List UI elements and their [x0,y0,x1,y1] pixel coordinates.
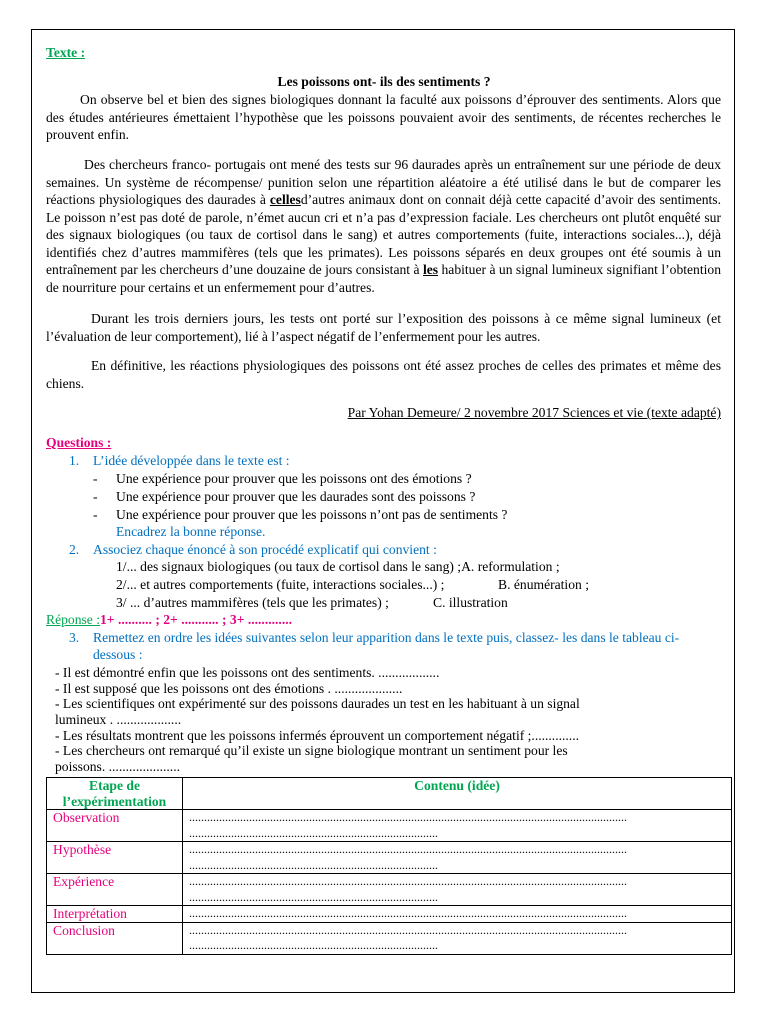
q3-item-3-cont: lumineux . ................... [55,712,182,727]
table-row [47,842,732,874]
q1-option-3: - Une expérience pour prouver que les poissons n’ont pas de sentiments ? [93,507,508,522]
table-row [47,874,732,906]
q2-text: Associez chaque énoncé à son procédé explicatif qui convient : [93,542,437,557]
q1-number: 1. [69,453,80,468]
q2-number: 2. [69,542,80,557]
q1-option-2: - Une expérience pour prouver que les daurades sont des poissons ? [93,489,476,504]
row-step-observation: Observation [47,810,183,842]
q3-text-1: Remettez en ordre les idées suivantes selon leur apparition dans le texte puis, classez- les dans le tableau ci- [93,630,680,645]
table-row [47,922,732,954]
row-content[interactable]: .................................................................................................................................................. ................................................................................... [183,874,732,906]
word-celles: celles [269,192,301,207]
paragraph-2 [46,156,721,296]
q1-option-1: - Une expérience pour prouver que les poissons ont des émotions ? [93,471,472,486]
q1-instruction: Encadrez la bonne réponse. [116,524,266,539]
q3-number: 3. [69,630,80,645]
row-step-conclusion: Conclusion [47,922,183,954]
text-title: Les poissons ont- ils des sentiments ? [277,74,491,89]
q3-text-2: dessous : [93,647,143,662]
texte-label: Texte : [46,45,86,60]
q2-line-3b: C. illustration [433,595,508,610]
q1-text: L’idée développée dans le texte est : [93,453,290,468]
table-row [47,906,732,923]
row-step-hypothese: Hypothèse [47,842,183,874]
table-header-content: Contenu (idée) [183,778,732,810]
q2-line-2a: 2/... et autres comportements (fuite, interactions sociales...) ; [116,577,445,592]
q3-item-3: - Les scientifiques ont expérimenté sur des poissons daurades un test en les habituant à un signal [55,696,580,711]
q3-item-1: - Il est démontré enfin que les poissons ont des sentiments. .................. [55,665,440,680]
q3-item-5: - Les chercheurs ont remarqué qu’il existe un signe biologique montrant un sentiment pour les [55,743,568,758]
q3-item-5-cont: poissons. ..................... [55,759,180,774]
row-content[interactable]: .................................................................................................................................................. ................................................................................... [183,842,732,874]
q2-line-3a: 3/ ... d’autres mammifères (tels que les primates) ; [116,595,389,610]
q3-item-2: - Il est supposé que les poissons ont des émotions . .................... [55,681,403,696]
table-header-row [47,778,732,810]
q3-item-4: - Les résultats montrent que les poissons infermés éprouvent un comportement négatif ;.............. [55,728,579,743]
q2-reponse: Réponse :1+ .......... ; 2+ ........... ; 3+ ............. [46,612,293,627]
source-line: Par Yohan Demeure/ 2 novembre 2017 Sciences et vie (texte adapté) [347,405,721,420]
word-les: les [422,262,439,277]
experimentation-table [46,777,732,955]
q2-line-1: 1/... des signaux biologiques (ou taux de cortisol dans le sang) ;A. reformulation ; [116,559,560,574]
paragraph-2-part-c: habituer à un signal lumineux signifiant l’obtention de nourriture pour certains et un enfermement pour d’autres. [46,262,722,295]
row-content[interactable]: .................................................................................................................................................. [183,906,732,923]
questions-label: Questions : [46,435,112,450]
row-step-interpretation: Interprétation [47,906,183,923]
paragraph-3: Durant les trois derniers jours, les tests ont porté sur l’exposition des poissons à ce même signal lumineux (et l’évaluation de leur comportement), lié à l’aspect négatif de l’enfermement pour les autres. [46,311,721,344]
row-step-experience: Expérience [47,874,183,906]
paragraph-2-part-b: d’autres animaux dont on connait déjà cette capacité d’avoir des sentiments. Le poisson n’est pas doté de parole, n’émet aucun cri et n’a pas d’expression faciale. Les chercheurs ont plutôt enquêté sur des signaux biologiques (ou taux de cortisol dans le sang) et autres comportements (fuite, interactions sociales...), déjà identifiés chez d’autres mammifères (tels que les primates). Les poissons séparés en deux groupes ont été soumis à un entraînement par les chercheurs d’une douzaine de jours consistant à [46,192,721,277]
row-content[interactable]: .................................................................................................................................................. ................................................................................... [183,810,732,842]
paragraph-1: On observe bel et bien des signes biologiques donnant la faculté aux poissons d’éprouver des sentiments. Alors que des études antérieures émettaient l’hypothèse que les poissons pouvaient avoir des sentiments, de récentes recherches le prouvent enfin. [46,92,721,142]
table-header-step: Etape de l’expérimentation [47,778,183,810]
paragraph-4: En définitive, les réactions physiologiques des poissons ont été assez proches de celles des primates et même des chiens. [46,358,721,391]
table-row [47,810,732,842]
q2-line-2b: B. énumération ; [498,577,589,592]
paragraph-2-part-a: Des chercheurs franco- portugais ont mené des tests sur 96 daurades après un entraînement sur une période de deux semaines. Un système de récompense/ punition selon une répartition aléatoire a été utilisé dans le but de comparer les réactions physiologiques des daurades à [46,157,721,207]
row-content[interactable]: .................................................................................................................................................. ................................................................................... [183,922,732,954]
